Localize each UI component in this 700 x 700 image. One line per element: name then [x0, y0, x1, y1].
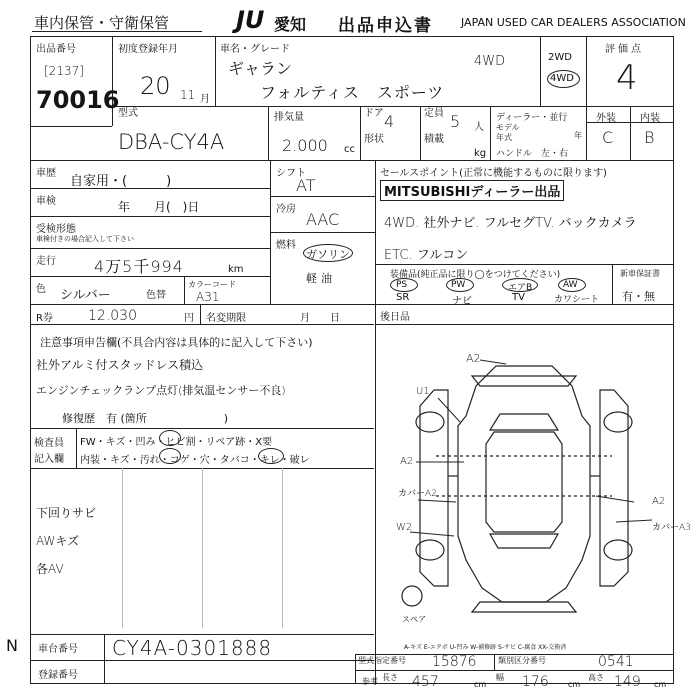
equip-grid [390, 278, 610, 307]
handnote-2: AWキズ [36, 534, 80, 548]
mileage-value: 4万5千994 [94, 257, 184, 276]
rule [122, 468, 123, 628]
spec-len-unit: cm [474, 680, 487, 689]
name-label: 車名・グレード [220, 44, 290, 55]
inspection-label: 車検 [36, 196, 56, 207]
score-value: 4 [616, 58, 638, 98]
history-value: 自家用・( ) [70, 174, 172, 189]
diag-kabu2: カバーA3 [652, 523, 691, 533]
warranty-label: 新車保証書 [620, 269, 660, 278]
seats-unit: 人 [474, 122, 484, 133]
dealer-l1: ディーラー・並行 [496, 113, 568, 123]
equip-tv: TV [512, 292, 525, 303]
rule [76, 428, 77, 468]
rule [586, 36, 587, 160]
drive-4wd: 4WD [550, 73, 574, 84]
notes-line2: エンジンチェックランプ点灯(排気温センサー不良) [36, 384, 286, 397]
rule [184, 276, 185, 304]
history-label: 車歴 [36, 168, 56, 179]
checker-circle [159, 448, 181, 464]
disp-unit: cc [344, 144, 355, 155]
score-ext-label: 外装 [596, 113, 616, 124]
spec-class: 0541 [598, 654, 634, 670]
checker-label1: 検査員 [34, 438, 64, 449]
color-code-label: カラーコード [188, 280, 236, 289]
sales-line2: ETC. フルコン [384, 248, 469, 263]
diag-u1: U1 [416, 386, 430, 397]
fuel-gas: ガソリン [306, 248, 350, 261]
regnum-label: 登録番号 [38, 670, 78, 681]
checker-row1: FW・キズ・凹み・ヒビ割・リペア跡・X要 [80, 437, 273, 448]
equip-sr: SR [396, 292, 410, 303]
checker-label2: 記入欄 [34, 454, 64, 465]
spec-len-label: 長さ [382, 673, 398, 682]
doors-label: ドア [364, 108, 384, 119]
diag-spare: スペア [402, 615, 426, 624]
kg-label: kg [474, 148, 487, 159]
color-change: 色替 [146, 290, 166, 301]
rule [360, 106, 361, 160]
rule [270, 232, 375, 233]
chassis-label: 車台番号 [38, 644, 78, 655]
reg-year: 20 [140, 72, 171, 100]
equip-label: 装備品(純正品に限り◯をつけてください) [390, 270, 561, 280]
score-int-label: 内装 [640, 113, 660, 124]
cooler-value: AAC [306, 210, 340, 229]
rule [268, 106, 269, 160]
namechg-label: 名変期限 [206, 313, 246, 324]
drive-2wd: 2WD [548, 52, 572, 63]
checker-row2: 内装・キズ・汚れ・コゲ・穴・タバコ・キレ・破レ [80, 455, 310, 466]
rule [30, 428, 374, 429]
handnote-1: 下回りサビ [36, 506, 97, 520]
diag-a2-left: A2 [400, 456, 414, 467]
checker-circle [258, 448, 284, 464]
rule [612, 264, 613, 304]
recv-label: 受検形態 [36, 224, 76, 235]
rule [30, 126, 112, 127]
spec-hgt-label: 高さ [588, 673, 604, 682]
storage-label: 車内保管・守衛保管 [34, 14, 170, 32]
warranty-opts: 有・無 [622, 290, 655, 303]
rule [540, 36, 541, 106]
rule [282, 468, 283, 628]
color-label: 色 [36, 284, 46, 295]
mileage-unit: km [228, 264, 244, 275]
diag-a2-top: A2 [466, 352, 481, 365]
rule [30, 324, 374, 325]
sales-line1: 4WD. 社外ナビ. フルセグTV. バックカメラ [384, 216, 637, 231]
sales-brand: MITSUBISHIディーラー出品 [380, 180, 564, 201]
diag-kabu: カバーA2 [398, 489, 437, 499]
rear-label: 後日品 [380, 312, 410, 323]
spec-hgt: 149 [614, 674, 641, 690]
rule [215, 36, 216, 106]
spec-wid-label: 幅 [496, 673, 504, 682]
namechg-value: 月 日 [300, 313, 340, 324]
car-drive: 4WD [474, 54, 506, 69]
checker-circle [159, 430, 181, 446]
rule [30, 660, 374, 661]
rule [375, 324, 674, 325]
lot-label: 出品番号 [36, 44, 76, 55]
mileage-label: 走行 [36, 256, 56, 267]
spec-ref: 参考 [362, 677, 378, 686]
shift-value: AT [296, 176, 316, 195]
rule [104, 634, 105, 684]
rule [375, 264, 674, 265]
score-ext: C [602, 128, 614, 147]
rule [355, 670, 674, 671]
score-int: B [644, 128, 655, 147]
recycle-label: R券 [36, 313, 53, 324]
spec-desig-label: 型式指定番号 [358, 656, 406, 665]
model-label: 型式 [118, 108, 138, 119]
spec-len: 457 [412, 674, 439, 690]
legend: A-キズ E-エクボ U-凹み W-補修跡 S-サビ C-腐食 XX-交換済 [404, 644, 567, 651]
repair-history: 修復歴 有 (箇所 ) [62, 412, 229, 425]
assoc-en: JAPAN USED CAR DEALERS ASSOCIATION [461, 16, 686, 29]
lot-number: 70016 [36, 86, 120, 114]
storage-underline [32, 31, 202, 32]
rule [30, 634, 374, 635]
rule [355, 654, 356, 684]
score-label: 評価点 [605, 44, 644, 55]
shift-label: シフト [276, 168, 306, 179]
rule [30, 216, 270, 217]
rule [490, 106, 491, 160]
dealer-nen: 年 [574, 131, 582, 140]
rule [494, 654, 495, 670]
reg-month: 11 [180, 88, 196, 102]
diag-w2: W2 [396, 522, 413, 533]
corner-mark: N [6, 636, 18, 655]
spec-desig: 15876 [432, 654, 477, 670]
rule [630, 106, 631, 160]
sales-label: セールスポイント(正常に機能するものに限ります) [380, 168, 607, 179]
color-code: A31 [196, 290, 220, 304]
shape-label: 形状 [364, 134, 384, 145]
rule [420, 106, 421, 160]
disp-label: 排気量 [274, 112, 304, 123]
rule [200, 304, 201, 324]
assoc-jp: 愛知 [274, 15, 307, 34]
form-title: 出品申込書 [338, 16, 433, 36]
lot-sub: [2137] [44, 64, 84, 78]
rule [112, 106, 586, 107]
notes-label: 注意事項申告欄(不具合内容は具体的に記入して下さい) [40, 336, 313, 349]
disp-value: 2.000 [282, 136, 328, 155]
equip-aw: AW [563, 280, 578, 290]
spec-wid-unit: cm [568, 680, 581, 689]
notes-line1: 社外アルミ付スタッドレス積込 [36, 358, 204, 372]
color-value: シルバー [60, 288, 111, 303]
recycle-unit: 円 [184, 313, 194, 324]
fuel-label: 燃料 [276, 240, 296, 251]
load-label: 積載 [424, 134, 444, 145]
dealer-l3: 年式 [496, 133, 512, 142]
spec-class-label: 類別区分番号 [498, 656, 546, 665]
doors-value: 4 [384, 112, 395, 131]
equip-pw: PW [451, 280, 466, 290]
equip-airbag: エアB [508, 283, 533, 293]
notes-grid [30, 468, 374, 628]
handnote-3: 各AV [36, 562, 64, 576]
diag-a2-right: A2 [652, 496, 666, 507]
equip-seat: カワシート [554, 295, 600, 305]
cooler-label: 冷房 [276, 204, 296, 215]
spec-wid: 176 [522, 674, 549, 690]
reg-label: 初度登録年月 [118, 44, 178, 55]
rule [202, 468, 203, 628]
recv-note: 車検付きの場合記入して下さい [36, 235, 134, 243]
rule [30, 248, 270, 249]
car-diagram [376, 326, 672, 640]
car-grade: フォルティス スポーツ [260, 83, 445, 102]
dealer-l4: ハンドル 左・右 [496, 149, 569, 159]
ju-logo: JU [236, 6, 265, 34]
inspection-value: 年 月( )日 [118, 200, 200, 214]
rule [375, 160, 376, 304]
seats-label: 定員 [424, 108, 444, 119]
spec-hgt-unit: cm [654, 680, 667, 689]
equip-navi: ナビ [452, 296, 472, 307]
model-value: DBA-CY4A [118, 130, 225, 154]
dealer-l2: モデル [496, 123, 520, 132]
equip-ps: PS [396, 280, 408, 290]
fuel-diesel: 軽油 [306, 272, 336, 285]
reg-month-unit: 月 [200, 94, 210, 105]
rule [30, 160, 674, 161]
car-name: ギャラン [228, 59, 293, 78]
rule [270, 196, 375, 197]
chassis-value: CY4A-0301888 [112, 636, 273, 660]
recycle-value: 12.030 [88, 308, 137, 324]
seats-value: 5 [450, 112, 461, 131]
